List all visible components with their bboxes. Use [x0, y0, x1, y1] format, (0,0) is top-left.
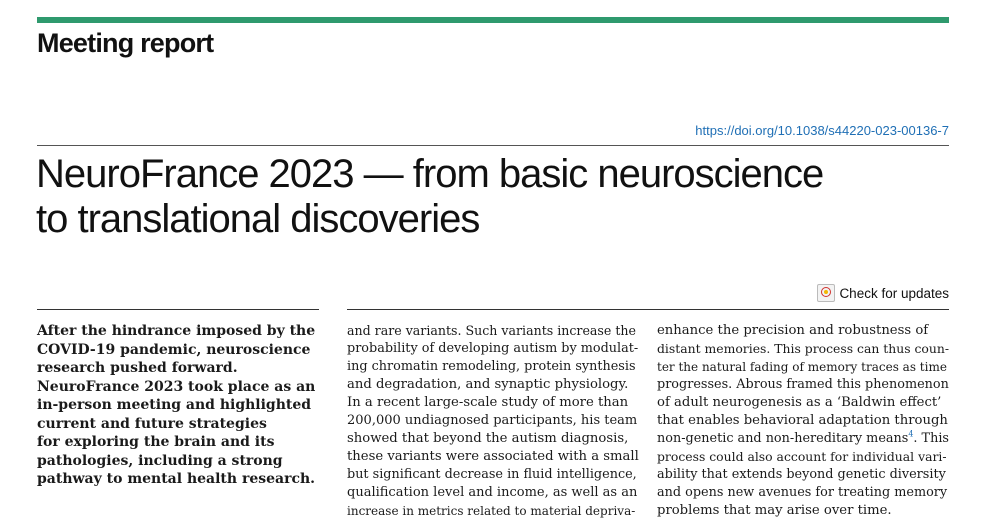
- abstract-rule: [37, 309, 319, 310]
- body-line: In a recent large-scale study of more than: [347, 395, 629, 410]
- abstract-line: pathway to mental health research.: [37, 471, 316, 487]
- title-divider: [37, 145, 949, 146]
- check-for-updates-button[interactable]: [817, 284, 949, 302]
- body-line-tail: . This: [913, 431, 949, 446]
- article-title-line-1: NeuroFrance 2023 — from basic neuroscience: [36, 152, 824, 196]
- reference-link[interactable]: 4: [908, 429, 914, 439]
- doi-link[interactable]: https://doi.org/10.1038/s44220-023-00136-7: [695, 123, 949, 138]
- abstract-line: research pushed forward.: [37, 360, 238, 376]
- body-column-2: [347, 322, 639, 520]
- body-line: enhance the precision and robustness of: [657, 323, 929, 338]
- article-title-line-2: to translational discoveries: [36, 197, 480, 241]
- abstract-line: NeuroFrance 2023 took place as an: [37, 378, 316, 395]
- body-line: but significant decrease in fluid intelligence,: [347, 467, 637, 482]
- abstract-line: for exploring the brain and its: [37, 434, 275, 450]
- body-line: problems that may arise over time.: [657, 503, 892, 518]
- body-line: and opens new avenues for treating memory: [657, 485, 948, 500]
- abstract-line: COVID-19 pandemic, neuroscience: [37, 341, 311, 358]
- check-for-updates-icon: [817, 284, 835, 302]
- body-line: process could also account for individual vari-: [657, 449, 947, 464]
- body-line: probability of developing autism by modulat-: [347, 341, 639, 356]
- body-line: and degradation, and synaptic physiology.: [347, 377, 629, 392]
- body-line-with-reference: [657, 430, 949, 448]
- body-line: and rare variants. Such variants increase the: [347, 323, 636, 338]
- body-line: distant memories. This process can thus coun-: [657, 341, 950, 356]
- body-line: of adult neurogenesis as a ‘Baldwin effect’: [657, 395, 942, 410]
- body-rule: [347, 309, 949, 310]
- abstract: [37, 322, 319, 489]
- body-line: ability that extends beyond genetic diversity: [657, 467, 946, 482]
- body-line: qualification level and income, as well as an: [347, 485, 638, 500]
- body-line: increase in metrics related to material depriva-: [347, 504, 636, 518]
- abstract-line: in-person meeting and highlighted: [37, 397, 312, 413]
- check-for-updates-label: Check for updates: [839, 285, 949, 301]
- body-line: ing chromatin remodeling, protein synthesis: [347, 359, 636, 374]
- body-line: progresses. Abrous framed this phenomenon: [657, 377, 949, 392]
- body-line: 200,000 undiagnosed participants, his team: [347, 413, 638, 428]
- abstract-line: After the hindrance imposed by the: [37, 323, 316, 339]
- abstract-line: pathologies, including a strong: [37, 452, 283, 469]
- section-label: Meeting report: [37, 28, 214, 58]
- article-title: [36, 152, 948, 242]
- body-line: ter the natural fading of memory traces as time: [657, 360, 947, 374]
- abstract-line: current and future strategies: [37, 415, 267, 432]
- body-line: these variants were associated with a small: [347, 449, 639, 464]
- body-line-text: non-genetic and non-hereditary means: [657, 431, 909, 446]
- body-line: showed that beyond the autism diagnosis,: [347, 431, 629, 446]
- top-accent-rule: [37, 17, 949, 23]
- body-column-3: [657, 322, 949, 520]
- body-line: that enables behavioral adaptation through: [657, 413, 948, 428]
